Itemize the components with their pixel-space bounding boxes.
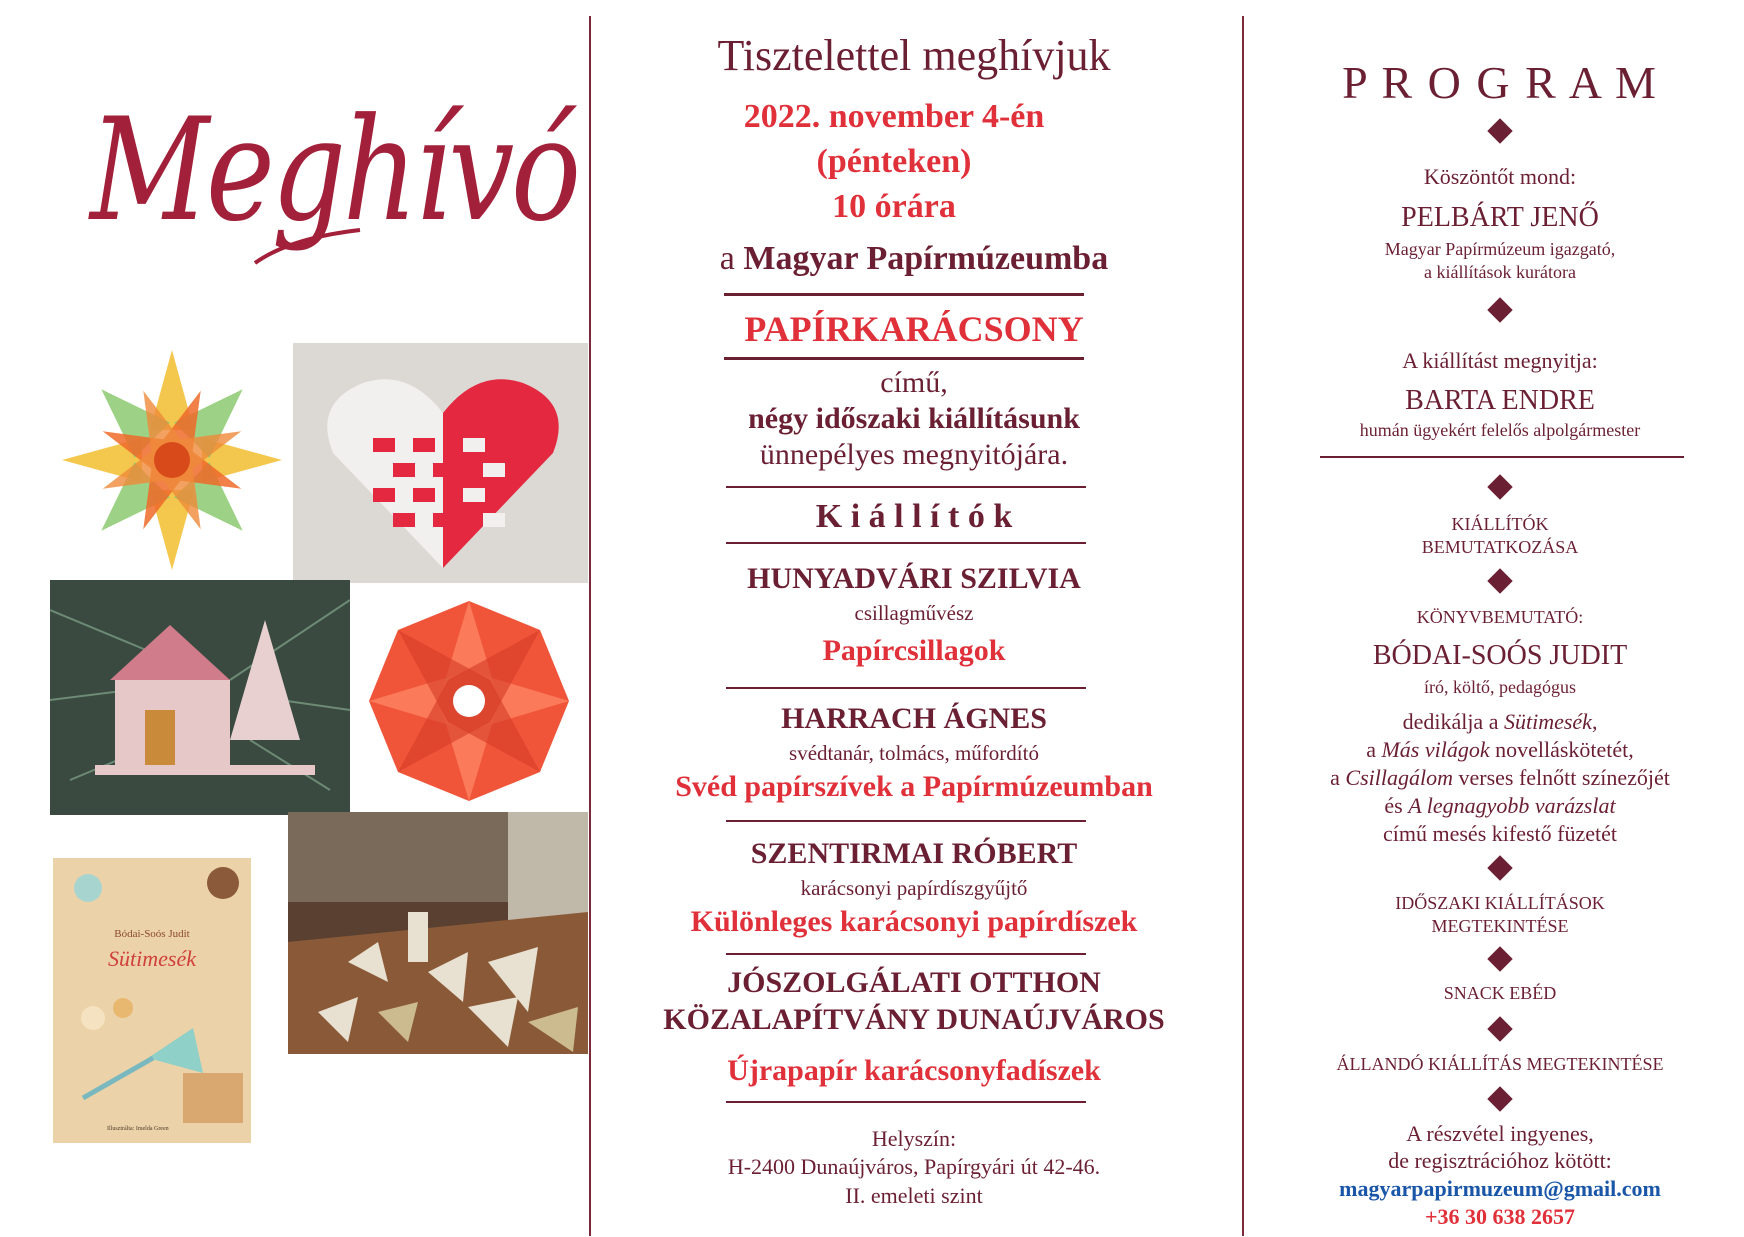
invite-text: Tisztelettel meghívjuk <box>717 31 1111 80</box>
event-name: PAPÍRKARÁCSONY <box>744 309 1084 349</box>
open-label: A kiállítást megnyitja: <box>1402 348 1598 373</box>
ded3-post: verses felnőtt színezőjét <box>1452 765 1670 790</box>
subtitle-line3: ünnepélyes megnyitójára. <box>759 438 1069 471</box>
diamond-4 <box>1487 568 1512 593</box>
book-cover-image <box>53 858 251 1143</box>
dedication-line-5: című mesés kifestő füzetét <box>1383 821 1617 846</box>
program-rule <box>1320 456 1684 458</box>
ded1-title: Sütimesék <box>1503 709 1592 734</box>
ded4-pre: és <box>1384 793 1409 818</box>
exhibitor-3-role: karácsonyi papírdíszgyűjtő <box>800 876 1028 900</box>
red-star-image <box>350 583 588 818</box>
book-label: KÖNYVBEMUTATÓ: <box>1416 607 1584 627</box>
book-author-name: BÓDAI-SOÓS JUDIT <box>1372 640 1628 671</box>
organization-rule <box>726 1101 1086 1103</box>
diamond-1 <box>1487 118 1512 143</box>
event-top-rule <box>724 293 1084 296</box>
subtitle-line2: négy időszaki kiállításunk <box>748 402 1080 435</box>
program-heading: P R O G R A M <box>1342 57 1658 108</box>
diamond-7 <box>1487 1016 1512 1041</box>
diamond-8 <box>1487 1086 1512 1111</box>
contact-phone[interactable]: +36 30 638 2657 <box>1424 1204 1576 1229</box>
location-address: H-2400 Dunaújváros, Papírgyári út 42-46. <box>727 1154 1101 1179</box>
book-author: Bódai-Soós Judit <box>114 928 190 940</box>
ded2-title: Más világok <box>1381 737 1490 762</box>
greet-role-1: Magyar Papírmúzeum igazgató, <box>1384 239 1616 259</box>
ded2-pre: a <box>1366 737 1382 762</box>
exhibitor-2-rule <box>726 820 1086 822</box>
dedication-line-2 <box>1270 737 1730 763</box>
event-time: 10 órára <box>832 188 956 225</box>
event-date: 2022. november 4-én <box>743 98 1045 135</box>
greet-role-2: a kiállítások kurátora <box>1424 262 1576 282</box>
event-venue <box>590 240 1238 278</box>
exhibitor-2-work: Svéd papírszívek a Papírmúzeumban <box>675 770 1153 803</box>
ded2-post: novelláskötetét, <box>1489 737 1634 762</box>
free-line-2: de regisztrációhoz kötött: <box>1388 1148 1612 1173</box>
organization-line1: JÓSZOLGÁLATI OTTHON <box>727 966 1101 999</box>
exhibitor-1-role: csillagművész <box>854 601 974 625</box>
free-line-1: A részvétel ingyenes, <box>1406 1121 1594 1146</box>
dedication-line-3 <box>1270 765 1730 791</box>
dedication-line-1 <box>1270 709 1730 735</box>
program-item-2b: MEGTEKINTÉSE <box>1431 916 1569 936</box>
exhibitor-1-rule <box>726 687 1086 689</box>
exhibitor-3-rule <box>726 953 1086 955</box>
location-label: Helyszín: <box>871 1126 957 1151</box>
program-item-1b: BEMUTATKOZÁSA <box>1421 537 1579 557</box>
open-role: humán ügyekért felelős alpolgármester <box>1359 420 1641 440</box>
diamond-3 <box>1487 474 1512 499</box>
exhibitor-3-name: SZENTIRMAI RÓBERT <box>750 837 1078 870</box>
exhibitor-3-work: Különleges karácsonyi papírdíszek <box>690 905 1138 938</box>
woven-heart-image <box>293 343 588 583</box>
diamond-6 <box>1487 946 1512 971</box>
exhibitor-1-name: HUNYADVÁRI SZILVIA <box>747 562 1081 595</box>
greet-name: PELBÁRT JENŐ <box>1401 202 1599 233</box>
exhibitors-heading: K i á l l í t ó k <box>815 498 1013 535</box>
ded3-title: Csillagálom <box>1345 765 1453 790</box>
ded3-pre: a <box>1330 765 1346 790</box>
book-title: Sütimesék <box>108 946 196 971</box>
open-name: BARTA ENDRE <box>1405 385 1595 416</box>
program-item-2a: IDŐSZAKI KIÁLLÍTÁSOK <box>1395 893 1605 913</box>
program-item-1a: KIÁLLÍTÓK <box>1451 514 1549 534</box>
program-item-4: ÁLLANDÓ KIÁLLÍTÁS MEGTEKINTÉSE <box>1336 1054 1664 1074</box>
exhibitor-1-work: Papírcsillagok <box>822 634 1006 667</box>
venue-prefix: a <box>719 240 744 277</box>
paper-star-image <box>52 340 292 580</box>
organization-line2: KÖZALAPÍTVÁNY DUNAÚJVÁROS <box>663 1003 1165 1036</box>
ded1-post: , <box>1591 709 1598 734</box>
exhibitor-2-name: HARRACH ÁGNES <box>781 702 1047 735</box>
book-author-role: író, költő, pedagógus <box>1424 677 1576 697</box>
diamond-2 <box>1487 297 1512 322</box>
exhibitors-bottom-rule <box>726 542 1086 544</box>
felt-house-image <box>50 580 350 815</box>
diamond-5 <box>1487 855 1512 880</box>
greet-label: Köszöntőt mond: <box>1423 164 1577 189</box>
event-bottom-rule <box>724 357 1084 360</box>
paper-ornaments-image <box>288 812 588 1054</box>
contact-email[interactable]: magyarpapirmuzeum@gmail.com <box>1339 1176 1661 1201</box>
event-day: (pénteken) <box>816 143 972 180</box>
location-floor: II. emeleti szint <box>845 1183 983 1208</box>
ded4-title: A legnagyobb varázslat <box>1408 793 1616 818</box>
program-item-3: SNACK EBÉD <box>1443 983 1557 1003</box>
exhibitor-2-role: svédtanár, tolmács, műfordító <box>789 741 1039 765</box>
venue-name: Magyar Papírmúzeumba <box>743 240 1109 277</box>
subtitle-line1: című, <box>880 366 948 399</box>
divider-right <box>1242 16 1244 1236</box>
ded1-pre: dedikálja a <box>1402 709 1504 734</box>
organization-work: Újrapapír karácsonyfadíszek <box>727 1054 1101 1087</box>
title-swash <box>250 228 370 268</box>
exhibitors-top-rule <box>726 486 1086 488</box>
book-illustrator: Illusztrálta: Imelda Green <box>107 1126 169 1132</box>
invitation-title: Meghívó <box>90 88 578 253</box>
dedication-line-4 <box>1270 793 1730 819</box>
